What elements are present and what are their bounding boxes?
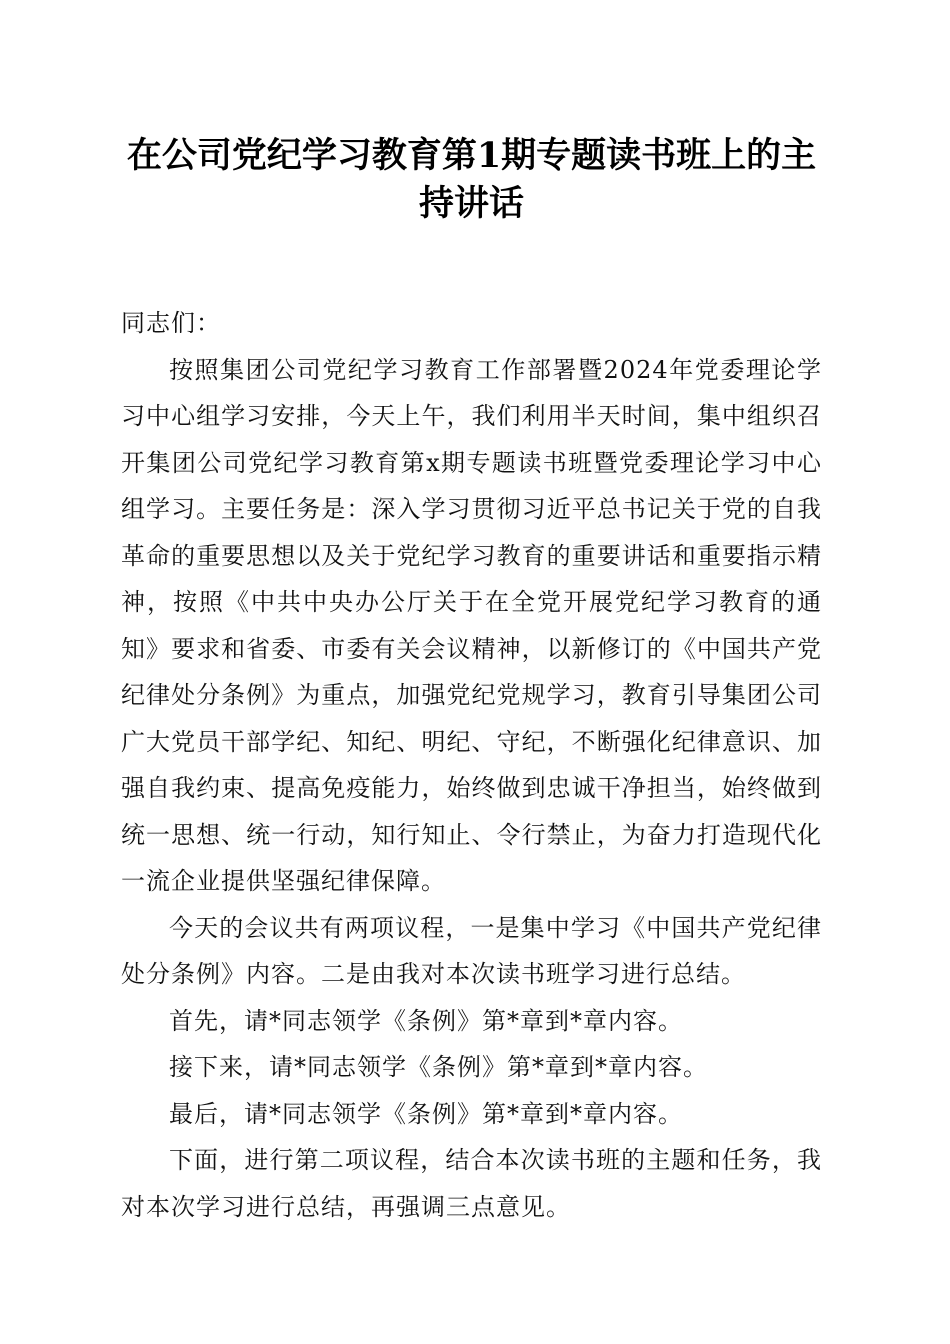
paragraph-second-reader: 接下来，请*同志领学《条例》第*章到*章内容。 (169, 1053, 708, 1081)
paragraph-last-reader: 最后，请*同志领学《条例》第*章到*章内容。 (169, 1099, 683, 1128)
salutation: 同志们： (121, 309, 221, 337)
paragraph-first-reader: 首先，请*同志领学《条例》第*章到*章内容。 (169, 1006, 683, 1035)
paragraph-agenda: 今天的会议共有两项议程，一是集中学习《中国共产党纪律处分条例》内容。二是由我对本次读书班学习进行总结。 (121, 913, 822, 988)
document-body (121, 300, 822, 1230)
paragraph-summary: 下面，进行第二项议程，结合本次读书班的主题和任务，我对本次学习进行总结，再强调三点意见。 (121, 1146, 822, 1221)
paragraph-intro: 按照集团公司党纪学习教育工作部署暨2024年党委理论学习中心组学习安排，今天上午，我们利用半天时间，集中组织召开集团公司党纪学习教育第x期专题读书班暨党委理论学习中心组学习。主要任务是：深入学习贯彻习近平总书记关于党的自我革命的重要思想以及关于党纪学习教育的重要讲话和重要指示精神，按照《中共中央办公厅关于在全党开展党纪学习教育的通知》要求和省委、市委有关会议精神，以新修订的《中国共产党纪律处分条例》为重点，加强党纪党规学习，教育引导集团公司广大党员干部学纪、知纪、明纪、守纪，不断强化纪律意识、加强自我约束、提高免疫能力，始终做到忠诚干净担当，始终做到统一思想、统一行动，知行知止、令行禁止，为奋力打造现代化一流企业提供坚强纪律保障。 (121, 355, 822, 895)
document-title: 在公司党纪学习教育第1期专题读书班上的主持讲话 (126, 135, 817, 224)
